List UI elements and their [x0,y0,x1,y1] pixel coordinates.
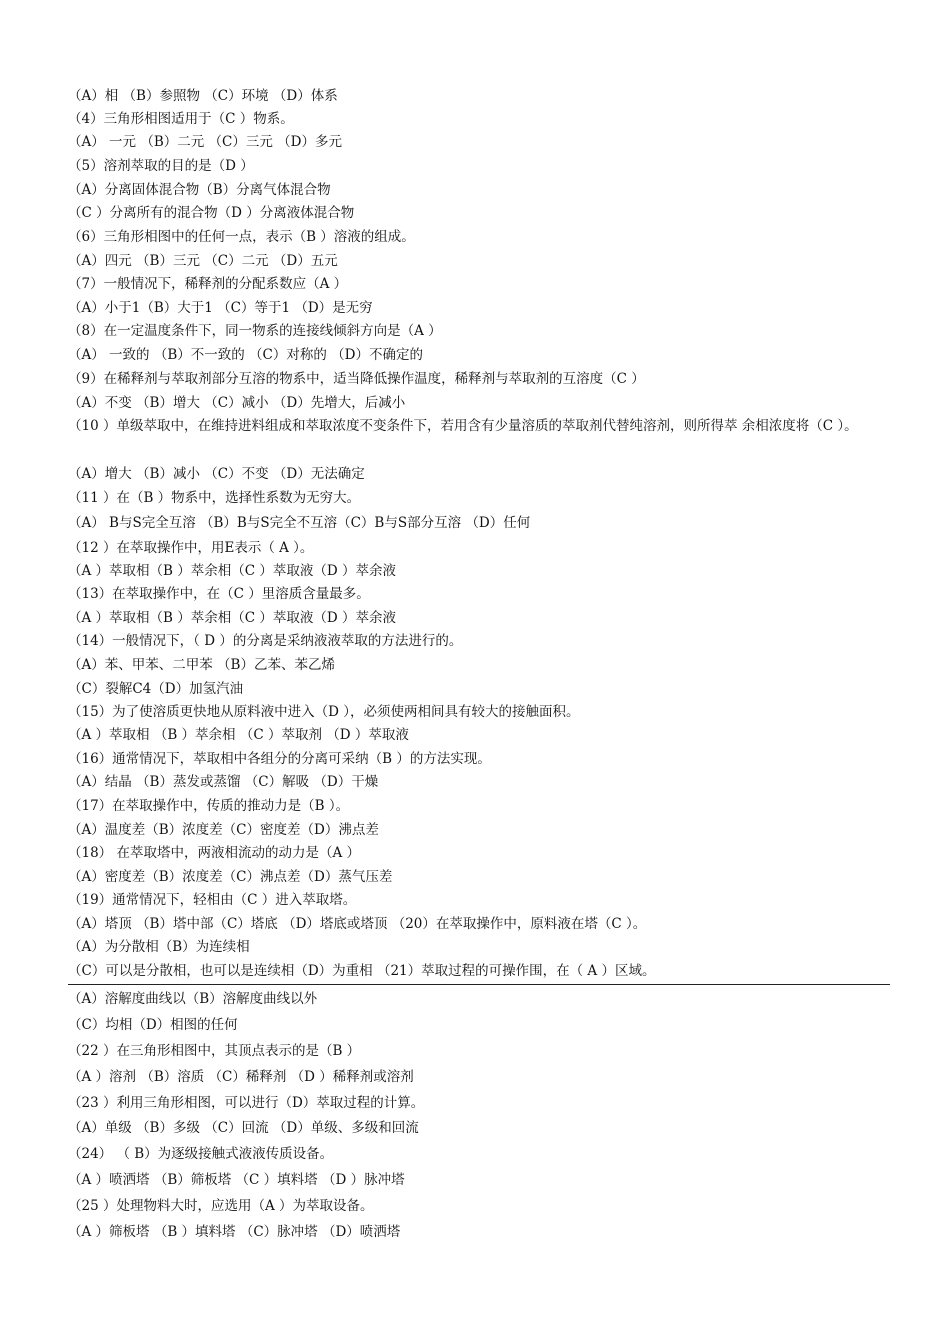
text-line: （8）在一定温度条件下，同一物系的连接线倾斜方向是（A ） [68,323,442,339]
text-line: （23 ）利用三角形相图，可以进行（D）萃取过程的计算。 [68,1095,425,1111]
text-line: （19）通常情况下，轻相由（C ）进入萃取塔。 [68,892,357,908]
text-paragraph: （10 ）单级萃取中，在维持进料组成和萃取浓度不变条件下，若用含有少量溶质的萃取剂代替纯溶剂，则所得萃 余相浓度将（C ）。 [68,418,858,434]
text-line: （A）为分散相（B）为连续相 [68,939,250,955]
text-line: （4）三角形相图适用于（C ）物系。 [68,111,294,127]
text-line: （A ）筛板塔 （B ）填料塔 （C）脉冲塔 （D）喷洒塔 [68,1224,401,1240]
text-line: （C）裂解C4（D）加氢汽油 [68,681,244,697]
text-line: （A）塔顶 （B）塔中部（C）塔底 （D）塔底或塔顶 （20）在萃取操作中，原料液在塔（C ）。 [68,916,647,932]
text-line: （14）一般情况下，（ D ）的分离是采纳液液萃取的方法进行的。 [68,633,463,649]
text-line: （A）分离固体混合物（B）分离气体混合物 [68,182,331,198]
text-line: （A ）萃取相（B ）萃余相（C ）萃取液（D ）萃余液 [68,610,396,626]
text-line: （A）单级 （B）多级 （C）回流 （D）单级、多级和回流 [68,1120,419,1136]
text-line: （15）为了使溶质更快地从原料液中进入（D ），必须使两相间具有较大的接触面积。 [68,704,580,720]
text-line: （A） 一元 （B）二元 （C）三元 （D）多元 [68,134,342,150]
text-line: （A）溶解度曲线以（B）溶解度曲线以外 [68,991,318,1007]
text-line: （12 ）在萃取操作中，用E表示（ A ）。 [68,540,314,556]
text-line: （18） 在萃取塔中，两液相流动的动力是（A ） [68,845,361,861]
text-line: （A）结晶 （B）蒸发或蒸馏 （C）解吸 （D）干燥 [68,774,379,790]
text-line: （A） 一致的 （B）不一致的 （C）对称的 （D）不确定的 [68,347,423,363]
text-line: （A ）萃取相（B ）萃余相（C ）萃取液（D ）萃余液 [68,563,396,579]
text-line: （22 ）在三角形相图中，其顶点表示的是（B ） [68,1043,361,1059]
text-line: （17）在萃取操作中，传质的推动力是（B ）。 [68,798,350,814]
text-line: （A）四元 （B）三元 （C）二元 （D）五元 [68,253,338,269]
text-line: （A ）萃取相 （B ）萃余相 （C ）萃取剂 （D ）萃取液 [68,727,409,743]
text-line: （A）密度差（B）浓度差（C）沸点差（D）蒸气压差 [68,869,393,885]
text-line: （5）溶剂萃取的目的是（D ） [68,158,254,174]
text-line: （A）苯、甲苯、二甲苯 （B）乙苯、苯乙烯 [68,657,335,673]
horizontal-divider [68,984,890,985]
text-line: （A ）溶剂 （B）溶质 （C）稀释剂 （D ）稀释剂或溶剂 [68,1069,414,1085]
text-line: （A）不变 （B）增大 （C）减小 （D）先增大，后减小 [68,395,406,411]
text-line: （9）在稀释剂与萃取剂部分互溶的物系中，适当降低操作温度，稀释剂与萃取剂的互溶度（C ） [68,371,645,387]
text-line: （C ）分离所有的混合物（D ）分离液体混合物 [68,205,355,221]
text-line: （A ）喷洒塔 （B）筛板塔 （C ）填料塔 （D ）脉冲塔 [68,1172,405,1188]
text-line: （A） B与S完全互溶 （B）B与S完全不互溶（C）B与S部分互溶 （D）任何 [68,515,531,531]
text-line: （A）相 （B）参照物 （C）环境 （D）体系 [68,88,338,104]
text-line: （25 ）处理物料大时，应选用（A ）为萃取设备。 [68,1198,374,1214]
text-line: （11 ）在（B ）物系中，选择性系数为无穷大。 [68,490,361,506]
text-line: （C）可以是分散相，也可以是连续相（D）为重相 （21）萃取过程的可操作围，在（ A ）区域。 [68,963,656,979]
text-line: （16）通常情况下，萃取相中各组分的分离可采纳（B ）的方法实现。 [68,751,491,767]
text-line: （A）温度差（B）浓度差（C）密度差（D）沸点差 [68,822,379,838]
text-line: （C）均相（D）相图的任何 [68,1017,238,1033]
text-line: （A）增大 （B）减小 （C）不变 （D）无法确定 [68,466,365,482]
text-line: （13）在萃取操作中，在（C ）里溶质含量最多。 [68,586,370,602]
text-line: （7）一般情况下，稀释剂的分配系数应（A ） [68,276,348,292]
text-line: （6）三角形相图中的任何一点，表示（B ）溶液的组成。 [68,229,415,245]
text-line: （24） （ B）为逐级接触式液液传质设备。 [68,1146,334,1162]
text-line: （A）小于1（B）大于1 （C）等于1 （D）是无穷 [68,300,373,316]
